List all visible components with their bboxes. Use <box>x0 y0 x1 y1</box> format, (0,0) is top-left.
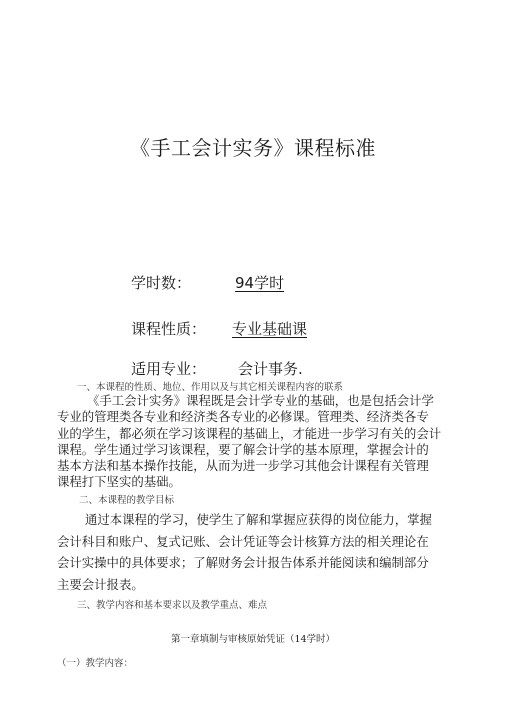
course-nature-value: 专业基础课 <box>232 320 308 338</box>
paragraph-line: 会计科目和账户、复式记账、会计凭证等会计核算方法的相关理论在 <box>57 533 429 549</box>
paragraph-line: 通过本课程的学习，使学生了解和掌握应获得的岗位能力，掌握 <box>85 512 432 527</box>
section-3-heading: 三、教学内容和基本要求以及教学重点、难点 <box>77 600 268 611</box>
paragraph-line: 会计实操中的具体要求；了解财务会计报告体系并能阅读和编制部分 <box>57 555 429 570</box>
section-1-heading: 一、本课程的性质、地位、作用以及与其它相关课程内容的联系 <box>77 382 344 393</box>
paragraph-line: 课程打下坚实的基础。 <box>57 474 181 490</box>
paragraph-line: 主要会计报表。 <box>57 576 144 592</box>
paragraph-line: 基本方法和基本操作技能，从而为进一步学习其他会计课程有关管理 <box>57 458 429 474</box>
paragraph-line: 业的学生，都必须在学习该课程的基础上，才能进一步学习有关的会计 <box>57 425 442 441</box>
section-2-heading: 二、本课程的教学目标 <box>79 495 175 506</box>
applicable-major-label: 适用专业： <box>131 360 207 378</box>
paragraph-line: 课程。学生通过学习该课程，要了解会计学的基本原理，掌握会计的 <box>57 441 429 457</box>
course-nature-label: 课程性质： <box>131 320 207 338</box>
section-1-paragraph <box>57 393 455 491</box>
chapter-title: 第一章填制与审核原始凭证（14学时） <box>170 634 336 645</box>
applicable-major-value: 会计事务. <box>238 360 303 378</box>
hours-value: 94学时 <box>235 274 285 292</box>
paragraph-line: 《手工会计实务》课程既是会计学专业的基础，也是包括会计学 <box>87 393 434 408</box>
hours-label: 学时数： <box>131 274 192 292</box>
section-2-paragraph <box>57 509 455 595</box>
paragraph-line: 专业的管理类各专业和经济类各专业的必修课。管理类、经济类各专 <box>57 409 429 425</box>
page-title: 《手工会计实务》课程标准 <box>130 136 376 160</box>
teaching-content-heading: （一）教学内容： <box>57 658 134 669</box>
